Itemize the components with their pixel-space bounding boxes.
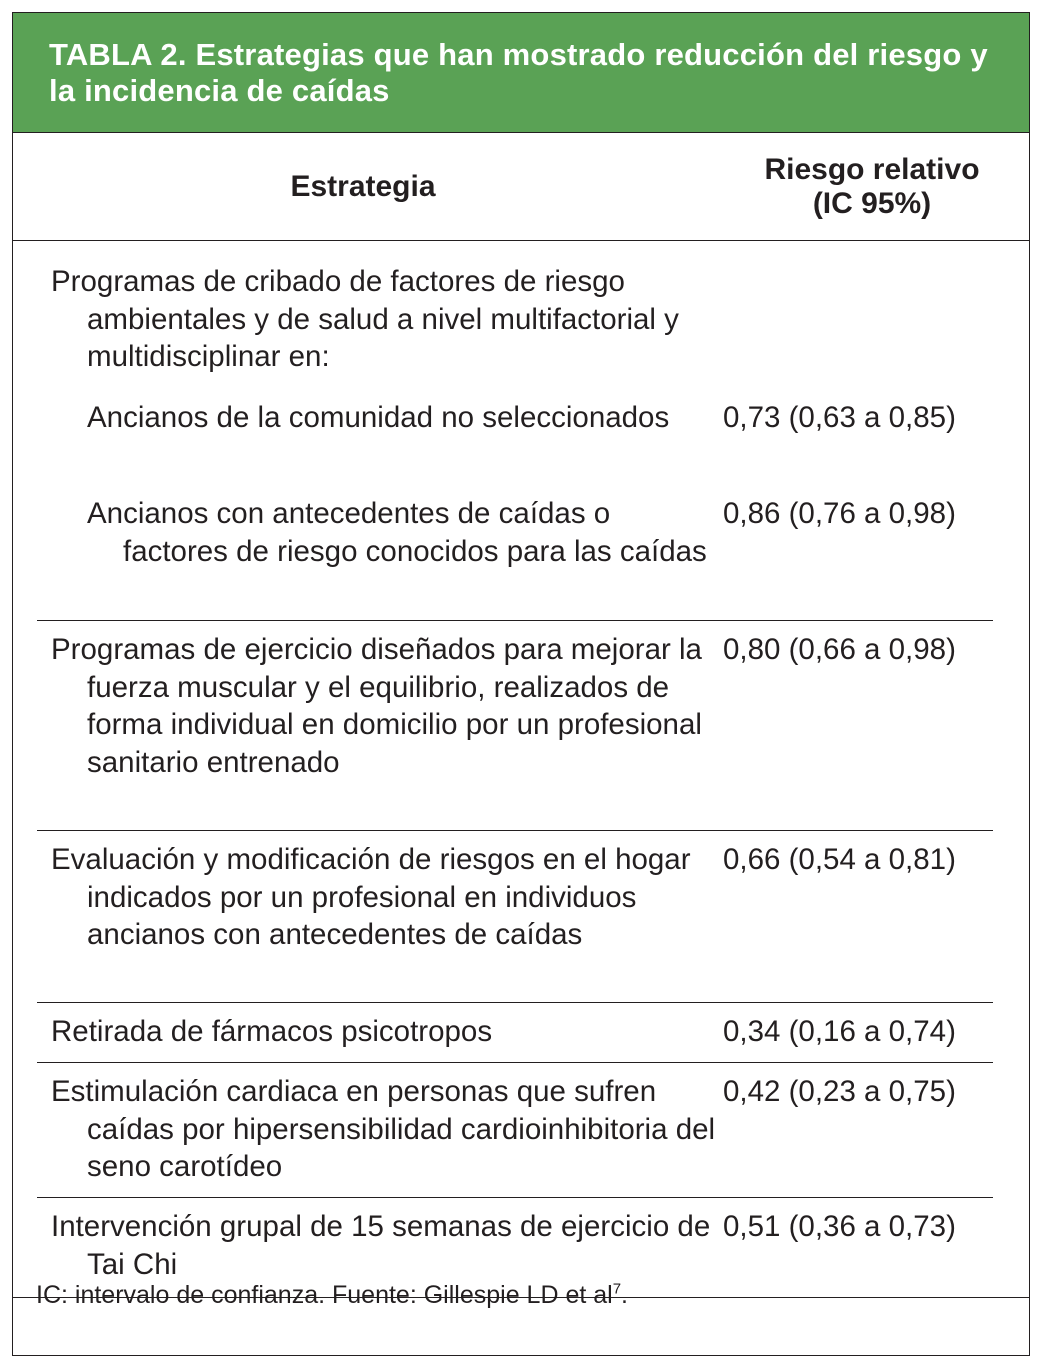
header-relative-risk-line1: Riesgo relativo xyxy=(764,153,980,186)
table-footnote xyxy=(36,1280,628,1310)
relative-risk-cell: 0,51 (0,36 a 0,73) xyxy=(723,1210,956,1243)
relative-risk-cell: 0,80 (0,66 a 0,98) xyxy=(723,633,956,666)
table-title-bar xyxy=(13,13,1029,133)
table-row xyxy=(13,241,1029,621)
relative-risk-cell: 0,42 (0,23 a 0,75) xyxy=(723,1075,956,1108)
strategy-cell: Programas de ejercicio diseñados para mejorar la fuerza muscular y el equilibrio, realizados de forma individual en domicilio por un profesional sanitario entrenado xyxy=(51,633,702,779)
table-row xyxy=(13,1003,1029,1063)
header-relative-risk xyxy=(713,133,1031,241)
table-title: TABLA 2. Estrategias que han mostrado reducción del riesgo y la incidencia de caídas xyxy=(49,37,988,108)
relative-risk-cell: 0,34 (0,16 a 0,74) xyxy=(723,1015,956,1048)
relative-risk-cell: 0,73 (0,63 a 0,85) xyxy=(723,401,956,434)
table-row xyxy=(13,1063,1029,1198)
strategy-cell: Retirada de fármacos psicotropos xyxy=(51,1015,493,1048)
strategy-cell: Intervención grupal de 15 semanas de ejercicio de Tai Chi xyxy=(51,1210,711,1281)
footnote-reference: 7 xyxy=(612,1280,622,1298)
footnote-text: IC: intervalo de confianza. Fuente: Gillespie LD et al xyxy=(36,1281,613,1309)
strategy-subcell: Ancianos de la comunidad no seleccionados xyxy=(87,401,670,434)
strategy-cell: Estimulación cardiaca en personas que sufren caídas por hipersensibilidad cardioinhibitoria del seno carotídeo xyxy=(51,1075,716,1183)
relative-risk-cell: 0,86 (0,76 a 0,98) xyxy=(723,497,956,530)
strategy-cell: Programas de cribado de factores de riesgo ambientales y de salud a nivel multifactorial y multidisciplinar en: xyxy=(51,265,679,373)
table-row xyxy=(13,621,1029,831)
table-row xyxy=(13,831,1029,1003)
table-header-row xyxy=(13,133,1029,241)
relative-risk-cell: 0,66 (0,54 a 0,81) xyxy=(723,843,956,876)
table-frame xyxy=(12,12,1030,1356)
header-strategy: Estrategia xyxy=(290,170,436,203)
strategy-cell: Evaluación y modificación de riesgos en el hogar indicados por un profesional en individuos ancianos con antecedentes de caídas xyxy=(51,843,691,951)
table-body xyxy=(13,241,1029,1298)
header-relative-risk-line2: (IC 95%) xyxy=(812,187,932,220)
strategy-subcell: Ancianos con antecedentes de caídas o factores de riesgo conocidos para las caídas xyxy=(87,497,707,568)
footnote-suffix: . xyxy=(621,1281,628,1309)
